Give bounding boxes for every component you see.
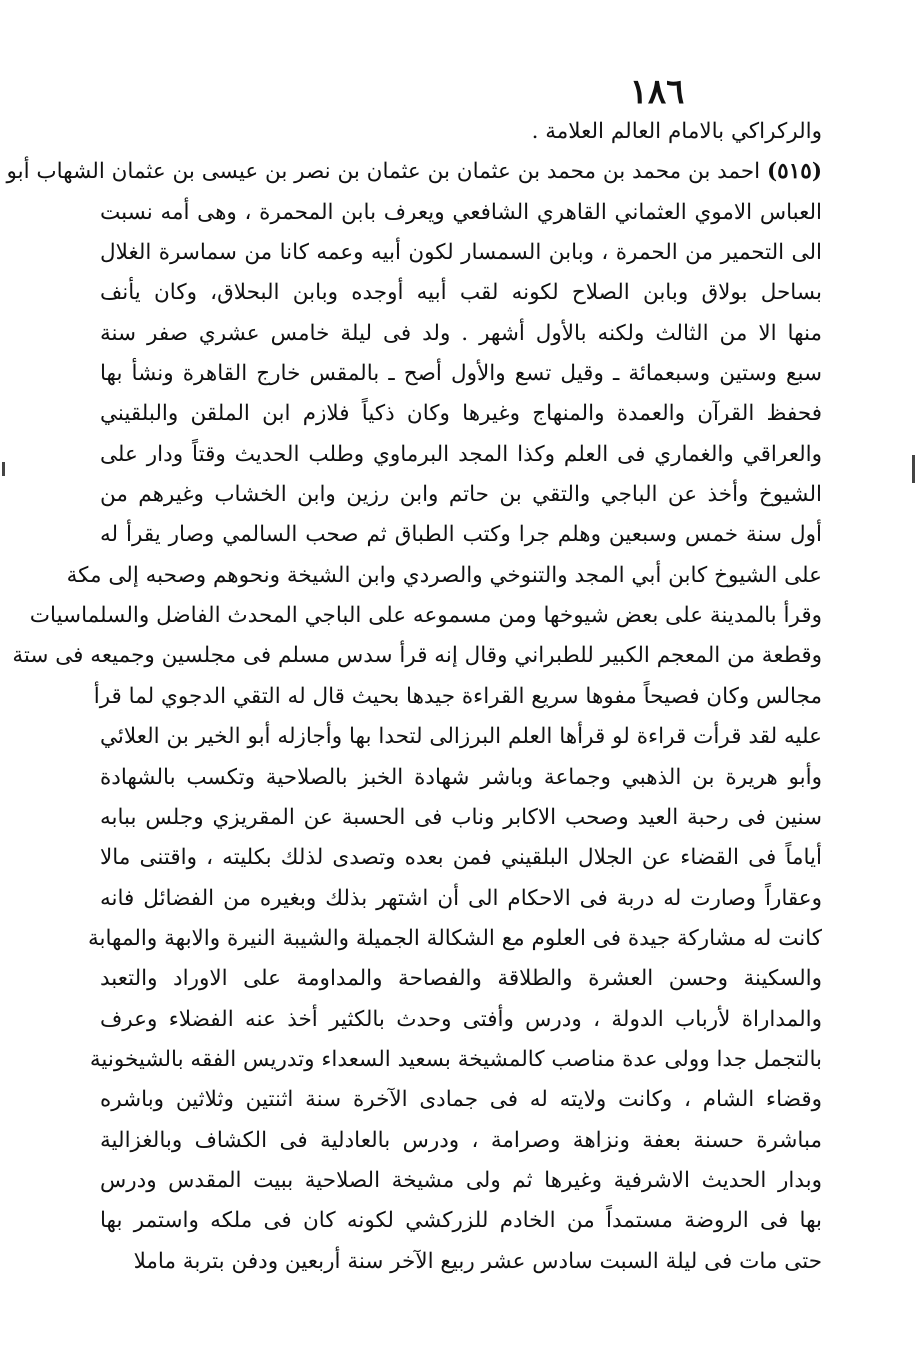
text-line: عليه لقد قرأت قراءة لو قرأها العلم البرزالى لتحدا بها وأجازله أبو الخير بن العلائي — [100, 724, 822, 750]
entry-number: (٥١٥) — [766, 159, 822, 185]
text-line: احمد بن محمد بن محمد بن عثمان بن عثمان بن نصر بن عيسى بن عثمان الشهاب أبو — [6, 159, 761, 185]
text-line: سبع وستين وسبعمائة ـ وقيل تسع والأول أصح ـ بالمقس خارج القاهرة ونشأ بها — [100, 361, 822, 387]
text-line: والركراكي بالامام العالم العلامة . — [531, 119, 822, 144]
text-line: والعراقي والغماري فى العلم وكذا المجد البرماوي وطلب الحديث وقتاً ودار على — [100, 441, 822, 467]
text-line: وأبو هريرة بن الذهبي وجماعة وباشر شهادة الخبز بالصلاحية وتكسب بالشهادة — [100, 764, 822, 790]
text-line: بها فى الروضة مستمداً من الخادم للزركشي لكونه كان فى ملكه واستمر بها — [100, 1208, 822, 1234]
text-line: على الشيوخ كابن أبي المجد والتنوخي والصردي وابن الشيخة ونحوهم وصحبه إلى مكة — [66, 562, 822, 588]
text-line: أياماً فى القضاء عن الجلال البلقيني فمن بعده وتصدى لذلك بكليته ، واقتنى مالا — [100, 845, 822, 871]
page-text — [6, 112, 822, 1282]
page-number: ١٨٦ — [629, 72, 685, 112]
text-line: والسكينة وحسن العشرة والطلاقة والفصاحة والمداومة على الاوراد والتعبد — [100, 966, 822, 992]
text-line: وقرأ بالمدينة على بعض شيوخها ومن مسموعه على الباجي المحدث الفاضل والسلماسيات — [29, 603, 822, 629]
text-line: وقضاء الشام ، وكانت ولايته له فى جمادى الآخرة سنة اثنتين وثلاثين وباشره — [100, 1087, 822, 1113]
text-line: بساحل بولاق وبابن الصلاح لكونه لقب أبيه أوجده وبابن البحلاق، وكان يأنف — [100, 280, 822, 306]
text-line: وقطعة من المعجم الكبير للطبراني وقال إنه قرأ سدس مسلم فى مجلسين وجميعه فى ستة — [12, 643, 822, 669]
text-line: فحفظ القرآن والعمدة والمنهاج وغيرها وكان ذكياً فلازم ابن الملقن والبلقيني — [100, 401, 822, 427]
text-line: وعقاراً وصارت له دربة فى الاحكام الى أن اشتهر بذلك وبغيره من الفضائل فانه — [100, 885, 822, 911]
margin-scan-mark — [912, 455, 915, 483]
text-line: منها الا من الثالث ولكنه بالأول أشهر . ولد فى ليلة خامس عشري صفر سنة — [100, 320, 822, 346]
text-line: والمداراة لأرباب الدولة ، ودرس وأفتى وحدث بالكثير أخذ عنه الفضلاء وعرف — [100, 1006, 822, 1032]
text-line: العباس الاموي العثماني القاهري الشافعي ويعرف بابن المحمرة ، وهى أمه نسبت — [100, 199, 822, 225]
text-line: مباشرة حسنة بعفة ونزاهة وصرامة ، ودرس بالعادلية فى الكشاف وبالغزالية — [100, 1127, 822, 1153]
text-line: حتى مات فى ليلة السبت سادس عشر ربيع الآخر سنة أربعين ودفن بتربة ماملا — [133, 1248, 822, 1274]
text-line: كانت له مشاركة جيدة فى العلوم مع الشكالة الجميلة والشيبة النيرة والابهة والمهابة — [87, 925, 822, 951]
text-line: بالتجمل جدا وولى عدة مناصب كالمشيخة بسعيد السعداء وتدريس الفقه بالشيخونية — [89, 1046, 822, 1072]
text-line: سنين فى رحبة العيد وصحب الاكابر وناب فى الحسبة عن المقريزي وجلس ببابه — [100, 804, 822, 830]
text-line: الشيوخ وأخذ عن الباجي والتقي بن حاتم وابن رزين وابن الخشاب وغيرهم من — [100, 482, 822, 508]
margin-scan-mark — [2, 462, 5, 476]
text-line-entry-start — [6, 152, 822, 192]
text-line: الى التحمير من الحمرة ، وبابن السمسار لكون أبيه وعمه كانا من سماسرة الغلال — [100, 240, 822, 266]
text-line: وبدار الحديث الاشرفية وغيرها ثم ولى مشيخة الصلاحية ببيت المقدس ودرس — [100, 1167, 822, 1193]
text-line: أول سنة خمس وسبعين وهلم جرا وكتب الطباق ثم صحب السالمي وصار يقرأ له — [100, 522, 822, 548]
text-line: مجالس وكان فصيحاً مفوها سريع القراءة جيدها بحيث قال له التقي الدجوي لما قرأ — [93, 683, 822, 709]
